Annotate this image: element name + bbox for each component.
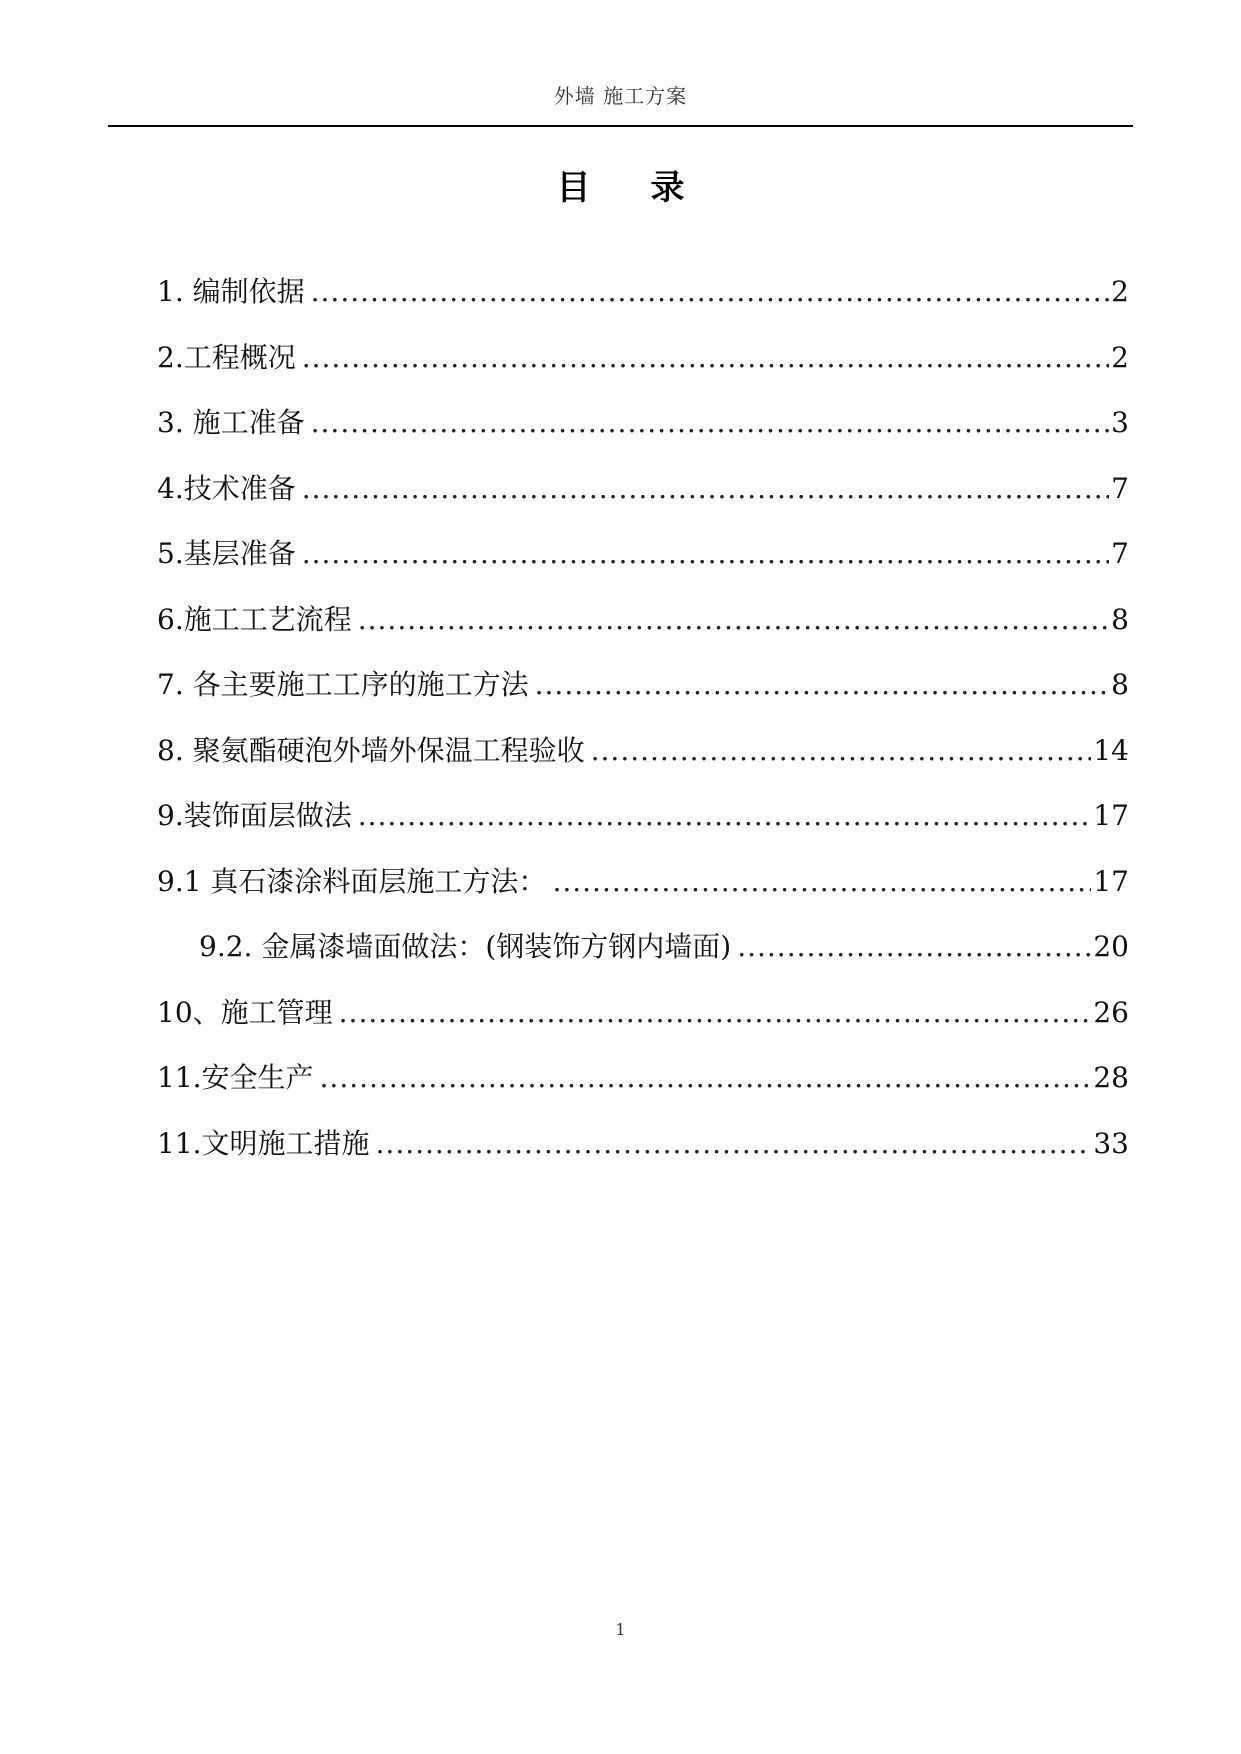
toc-entry[interactable] <box>157 794 1129 860</box>
toc-dot-leader <box>311 270 1110 314</box>
toc-entry-label: 2.工程概况 <box>157 340 296 374</box>
toc-dot-leader <box>302 336 1109 380</box>
toc-entry[interactable] <box>157 860 1129 926</box>
toc-dot-leader <box>302 467 1109 511</box>
toc-entry-label: 3. 施工准备 <box>157 406 305 439</box>
toc-entry-page: 17 <box>1093 799 1129 832</box>
toc-dot-leader <box>320 1056 1092 1100</box>
toc-entry[interactable] <box>157 598 1129 664</box>
toc-entry[interactable] <box>157 467 1129 533</box>
toc-dot-leader <box>302 532 1109 576</box>
toc-entry-page: 7 <box>1111 471 1129 505</box>
page-number: 1 <box>615 1620 626 1639</box>
toc-entry[interactable] <box>157 336 1129 402</box>
toc-dot-leader <box>339 991 1092 1035</box>
toc-dot-leader <box>311 401 1110 445</box>
toc-entry-page: 2 <box>1111 275 1129 308</box>
toc-dot-leader <box>591 729 1092 773</box>
toc-entry-label: 6.施工工艺流程 <box>157 602 352 636</box>
toc-dot-leader <box>358 598 1109 642</box>
toc-entry-page: 2 <box>1111 340 1129 374</box>
toc-entry-page: 8 <box>1111 602 1129 636</box>
toc-entry-page: 8 <box>1111 668 1129 701</box>
toc-entry[interactable] <box>157 532 1129 598</box>
toc-dot-leader <box>737 925 1091 969</box>
running-header: 外墙 施工方案 <box>553 84 688 108</box>
toc-entry-page: 28 <box>1093 1061 1129 1094</box>
toc-entry-label: 9.2. 金属漆墙面做法：(钢装饰方钢内墙面) <box>199 930 732 963</box>
toc-entry[interactable] <box>157 663 1129 729</box>
toc-entry[interactable] <box>157 729 1129 795</box>
toc-entry-label: 5.基层准备 <box>157 537 296 570</box>
toc-entry-page: 14 <box>1093 733 1129 767</box>
toc-entry-label: 9.1 真石漆涂料面层施工方法： <box>157 864 547 898</box>
toc-entry-label: 11.文明施工措施 <box>157 1126 370 1160</box>
toc-title: 目录 <box>556 168 745 208</box>
toc-subentry[interactable] <box>157 925 1129 991</box>
toc-entry-label: 8. 聚氨酯硬泡外墙外保温工程验收 <box>157 733 585 767</box>
toc-entry-page: 26 <box>1093 995 1129 1029</box>
toc-entry-page: 17 <box>1093 864 1129 898</box>
toc-entry[interactable] <box>157 270 1129 336</box>
toc-entry-label: 11.安全生产 <box>157 1061 314 1094</box>
toc-entry[interactable] <box>157 1056 1129 1122</box>
toc-dot-leader <box>552 860 1091 904</box>
toc-entry-page: 33 <box>1093 1126 1129 1160</box>
toc-entry[interactable] <box>157 1122 1129 1188</box>
header-divider <box>108 125 1133 127</box>
toc-dot-leader <box>535 663 1110 707</box>
toc-entry[interactable] <box>157 991 1129 1057</box>
toc-entry-page: 20 <box>1093 930 1129 963</box>
toc-entry-label: 9.装饰面层做法 <box>157 799 352 832</box>
toc-dot-leader <box>376 1122 1092 1166</box>
table-of-contents <box>157 270 1129 1187</box>
toc-entry-page: 7 <box>1111 537 1129 570</box>
toc-entry-page: 3 <box>1111 406 1129 439</box>
toc-entry-label: 7. 各主要施工工序的施工方法 <box>157 668 529 701</box>
toc-entry-label: 4.技术准备 <box>157 471 296 505</box>
toc-dot-leader <box>358 794 1092 838</box>
toc-entry-label: 10、施工管理 <box>157 995 333 1029</box>
toc-entry-label: 1. 编制依据 <box>157 275 305 308</box>
toc-entry[interactable] <box>157 401 1129 467</box>
